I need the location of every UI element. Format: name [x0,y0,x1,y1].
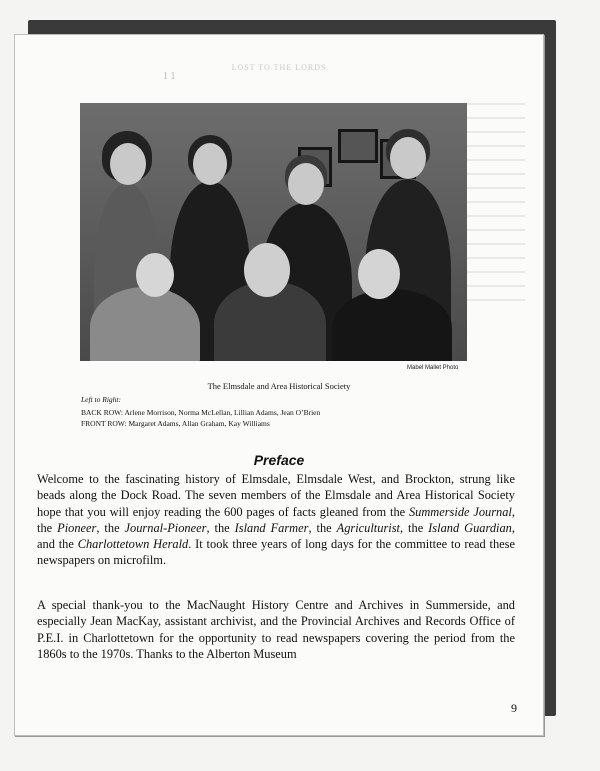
book-page [14,34,544,736]
photo-credit: Mabel Mallet Photo [407,365,459,371]
page-mark: 1 1 [163,71,176,82]
front-row-names: FRONT ROW: Margaret Adams, Allan Graham, Kay Williams [81,419,270,428]
back-row-names: BACK ROW: Arlene Morrison, Norma McLellan, Lillian Adams, Jean O’Brien [81,408,321,417]
left-to-right-label: Left to Right: [81,395,121,404]
page-number: 9 [511,701,517,715]
running-head: LOST TO THE LORDS [231,63,327,72]
photo-caption: The Elmsdale and Area Historical Society [207,381,351,391]
preface-paragraph-2: A special thank-you to the MacNaught History Centre and Archives in Summerside, and especially Jean MacKay, assistant archivist, and the Provincial Archives and Records Office of P.E.I. in Charlottetown for the opportunity to read newspapers covering the period from the 1860s to the 1970s. Thanks to the Alberton Museum [37,598,515,661]
photo-names [81,407,320,429]
preface-heading: Preface [253,452,305,468]
preface-paragraph-1: Welcome to the fascinating history of Elmsdale, Elmsdale West, and Brockton, strung like beads along the Dock Road. The seven members of the Elmsdale and Area Historical Society hope that you will enjoy reading the 600 pages of facts gleaned from the Summerside Journal, the Pioneer, the Journal-Pioneer, the Island Farmer, the Agriculturist, the Island Guardian, and the Charlottetown Herald. It took three years of long days for the committee to read these newspapers on microfilm. [37,472,515,568]
society-photo [80,103,467,361]
